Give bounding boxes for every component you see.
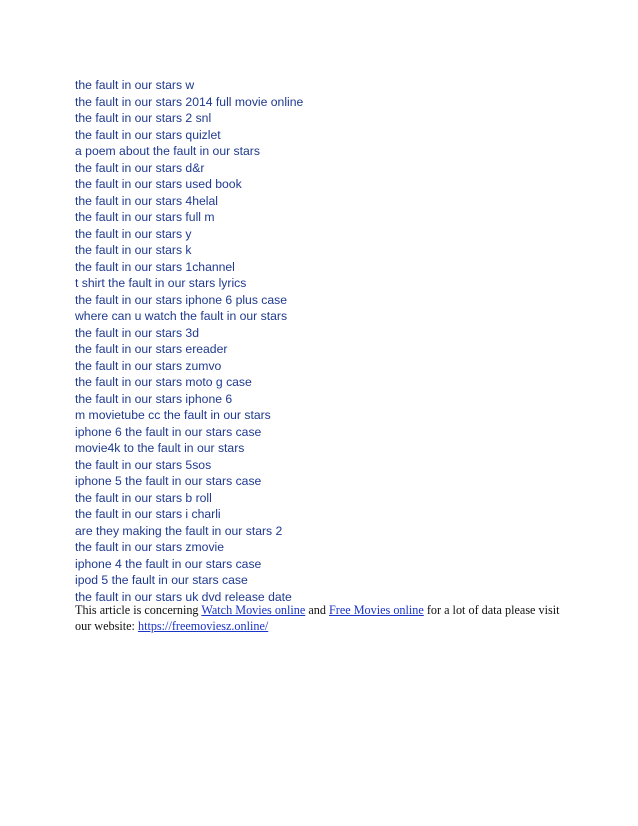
keyword-link-item[interactable]: the fault in our stars 1channel — [75, 259, 235, 274]
website-url-link[interactable]: https://freemoviesz.online/ — [137, 619, 269, 633]
keyword-link-item[interactable]: iphone 5 the fault in our stars case — [75, 474, 262, 488]
keyword-link-item[interactable]: the fault in our stars moto g case — [75, 375, 252, 389]
footer-prefix: This article is concerning — [75, 603, 202, 617]
keyword-link-item[interactable]: t shirt the fault in our stars lyrics — [75, 276, 247, 290]
footer-paragraph — [75, 602, 565, 634]
keyword-link-item[interactable]: where can u watch the fault in our stars — [75, 309, 288, 323]
footer-middle: and — [305, 603, 330, 617]
keyword-link-item[interactable]: the fault in our stars iphone 6 — [75, 391, 233, 406]
keyword-link-item[interactable]: the fault in our stars 3d — [75, 325, 199, 340]
keyword-link-item[interactable]: the fault in our stars full m — [75, 210, 215, 224]
keyword-link-item[interactable]: a poem about the fault in our stars — [75, 144, 260, 158]
keyword-link-item[interactable]: the fault in our stars 4helal — [75, 193, 218, 208]
keyword-link-item[interactable]: the fault in our stars 2 snl — [75, 111, 212, 125]
keyword-link-item[interactable]: the fault in our stars iphone 6 plus case — [75, 292, 288, 307]
keyword-link-list — [75, 77, 303, 605]
keyword-link-item[interactable]: m movietube cc the fault in our stars — [75, 408, 271, 422]
keyword-link-item[interactable]: are they making the fault in our stars 2 — [75, 523, 283, 538]
keyword-link-item[interactable]: the fault in our stars 2014 full movie online — [75, 94, 304, 109]
watch-movies-online-link[interactable]: Watch Movies online — [201, 603, 306, 617]
keyword-link-item[interactable]: the fault in our stars zmovie — [75, 540, 225, 554]
keyword-link-item[interactable]: the fault in our stars y — [75, 226, 192, 241]
free-movies-online-link[interactable]: Free Movies online — [329, 603, 424, 617]
keyword-link-item[interactable]: the fault in our stars k — [75, 243, 192, 257]
keyword-link-item[interactable]: the fault in our stars i charli — [75, 507, 221, 521]
keyword-link-item[interactable]: the fault in our stars uk dvd release date — [75, 589, 292, 604]
keyword-link-item[interactable]: the fault in our stars w — [75, 78, 195, 92]
keyword-link-item[interactable]: the fault in our stars zumvo — [75, 358, 222, 373]
keyword-link-item[interactable]: iphone 4 the fault in our stars case — [75, 556, 262, 571]
keyword-link-item[interactable]: the fault in our stars used book — [75, 177, 242, 191]
keyword-link-item[interactable]: ipod 5 the fault in our stars case — [75, 573, 248, 587]
keyword-link-item[interactable]: movie4k to the fault in our stars — [75, 441, 245, 455]
keyword-link-item[interactable]: the fault in our stars 5sos — [75, 457, 212, 472]
footer-suffix: for a lot of data please visit our website: — [75, 603, 560, 633]
keyword-link-item[interactable]: the fault in our stars ereader — [75, 342, 228, 356]
keyword-link-item[interactable]: the fault in our stars b roll — [75, 490, 212, 505]
keyword-link-item[interactable]: the fault in our stars d&r — [75, 160, 205, 175]
keyword-link-item[interactable]: iphone 6 the fault in our stars case — [75, 424, 262, 439]
keyword-link-item[interactable]: the fault in our stars quizlet — [75, 127, 221, 142]
